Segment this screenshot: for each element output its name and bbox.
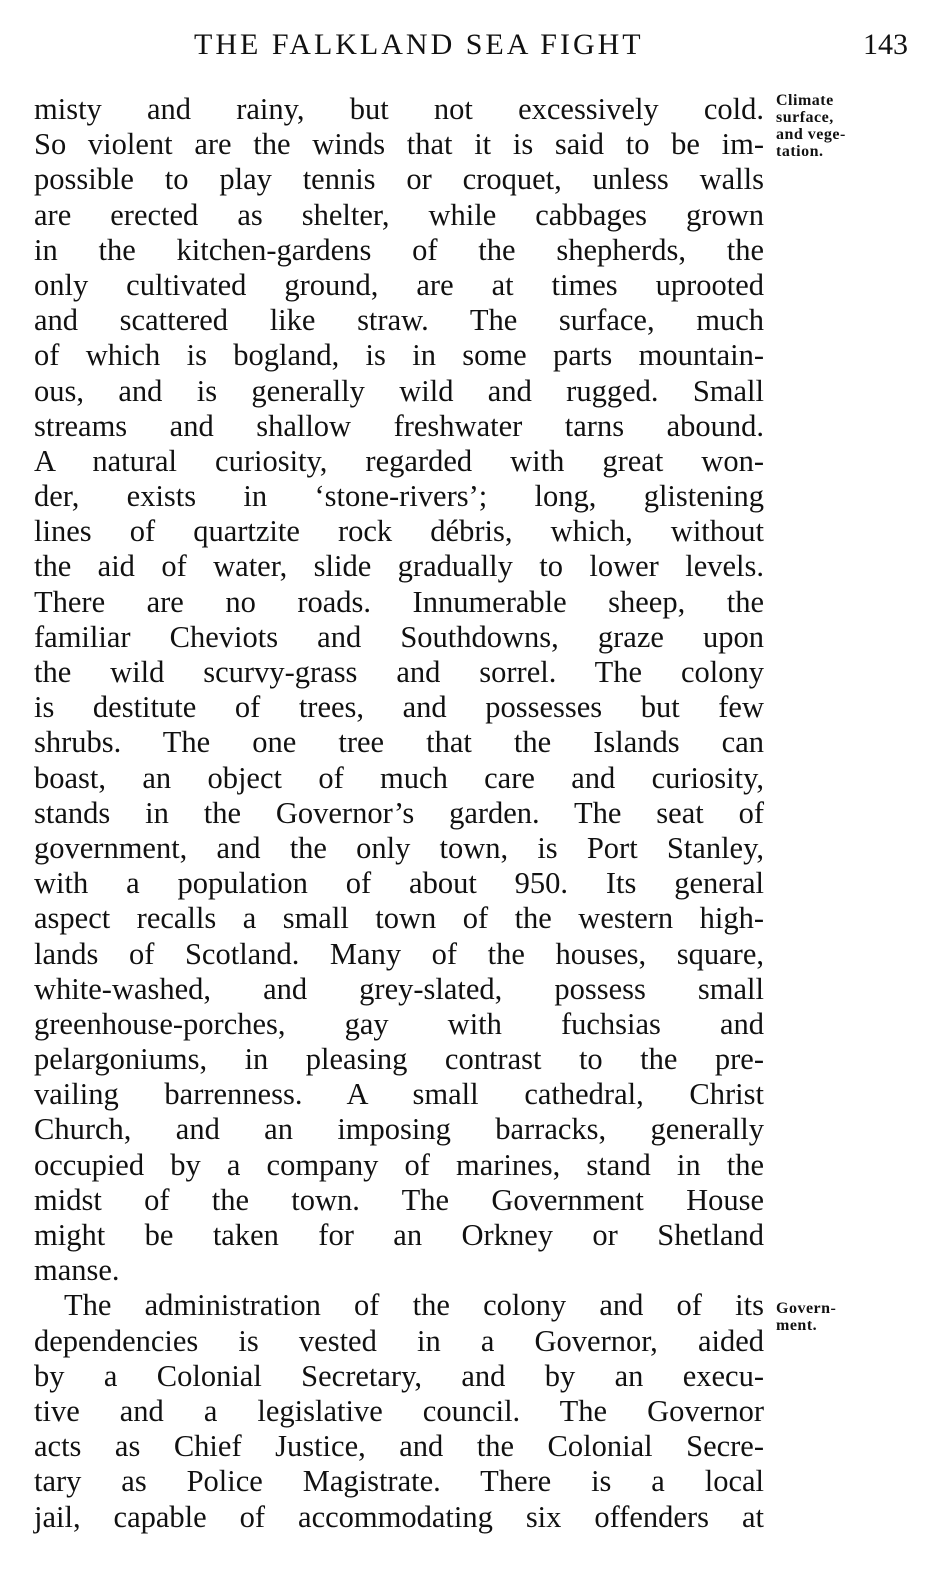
text-line: with a population of about 950. Its general xyxy=(34,866,764,901)
text-line: misty and rainy, but not excessively cold. xyxy=(34,92,764,126)
text-line: and scattered like straw. The surface, much xyxy=(34,303,764,338)
text-line: might be taken for an Orkney or Shetland xyxy=(34,1218,764,1252)
text-line: So violent are the winds that it is said to be im- xyxy=(34,127,764,162)
text-line: by a Colonial Secretary, and by an execu- xyxy=(34,1358,764,1393)
text-line: tary as Police Magistrate. There is a local xyxy=(34,1464,764,1499)
text-line: aspect recalls a small town of the western high- xyxy=(34,901,764,936)
text-line: jail, capable of accommodating six offenders at xyxy=(34,1499,764,1534)
text-line: lands of Scotland. Many of the houses, square, xyxy=(34,936,764,971)
text-line: The administration of the colony and of its xyxy=(64,1288,764,1323)
body-text xyxy=(34,92,764,1535)
margin-note-line: ment. xyxy=(776,1317,818,1334)
text-line: only cultivated ground, are at times uprooted xyxy=(34,267,764,302)
text-line: pelargoniums, in pleasing contrast to the pre- xyxy=(34,1042,764,1077)
margin-note-government xyxy=(776,1300,926,1334)
margin-note-line: surface, xyxy=(776,109,834,126)
text-line: greenhouse-porches, gay with fuchsias and xyxy=(34,1006,764,1041)
text-line: lines of quartzite rock débris, which, without xyxy=(34,514,764,549)
text-line: tive and a legislative council. The Governor xyxy=(34,1393,764,1428)
margin-note-climate xyxy=(776,92,926,160)
running-title: THE FALKLAND SEA FIGHT xyxy=(194,28,644,61)
margin-note-line: Govern- xyxy=(776,1300,837,1317)
text-line: boast, an object of much care and curiosity, xyxy=(34,760,764,795)
text-line: vailing barrenness. A small cathedral, Christ xyxy=(34,1077,764,1112)
text-line: der, exists in ‘stone-rivers’; long, glistening xyxy=(34,479,764,514)
text-line: is destitute of trees, and possesses but few xyxy=(34,690,764,725)
page-number: 143 xyxy=(863,28,908,61)
text-line: dependencies is vested in a Governor, aided xyxy=(34,1323,764,1358)
text-line: There are no roads. Innumerable sheep, the xyxy=(34,584,764,619)
text-line: stands in the Governor’s garden. The seat of xyxy=(34,795,764,830)
text-line: occupied by a company of marines, stand in the xyxy=(34,1147,764,1182)
text-line: white-washed, and grey-slated, possess small xyxy=(34,971,764,1006)
text-line: familiar Cheviots and Southdowns, graze upon xyxy=(34,619,764,654)
text-line: in the kitchen-gardens of the shepherds, the xyxy=(34,232,764,267)
paragraph xyxy=(34,1288,764,1534)
text-line: possible to play tennis or croquet, unless walls xyxy=(34,162,764,197)
text-line: the aid of water, slide gradually to lower levels. xyxy=(34,549,764,584)
margin-note-line: tation. xyxy=(776,143,824,160)
text-line: shrubs. The one tree that the Islands can xyxy=(34,725,764,760)
margin-note-line: and vege- xyxy=(776,126,846,143)
text-line: are erected as shelter, while cabbages grown xyxy=(34,197,764,232)
text-line: streams and shallow freshwater tarns abound. xyxy=(34,408,764,443)
text-line: manse. xyxy=(34,1253,120,1288)
text-line: ous, and is generally wild and rugged. Small xyxy=(34,373,764,408)
text-line: A natural curiosity, regarded with great won- xyxy=(34,443,764,478)
text-line: the wild scurvy-grass and sorrel. The colony xyxy=(34,655,764,689)
text-line: of which is bogland, is in some parts mountain- xyxy=(34,338,764,373)
text-line: Church, and an imposing barracks, generally xyxy=(34,1112,764,1147)
paragraph xyxy=(34,92,764,1288)
text-line: acts as Chief Justice, and the Colonial Secre- xyxy=(34,1429,764,1464)
running-header xyxy=(34,28,908,68)
text-line: midst of the town. The Government House xyxy=(34,1182,764,1217)
margin-note-line: Climate xyxy=(776,92,834,109)
text-line: government, and the only town, is Port Stanley, xyxy=(34,830,764,865)
